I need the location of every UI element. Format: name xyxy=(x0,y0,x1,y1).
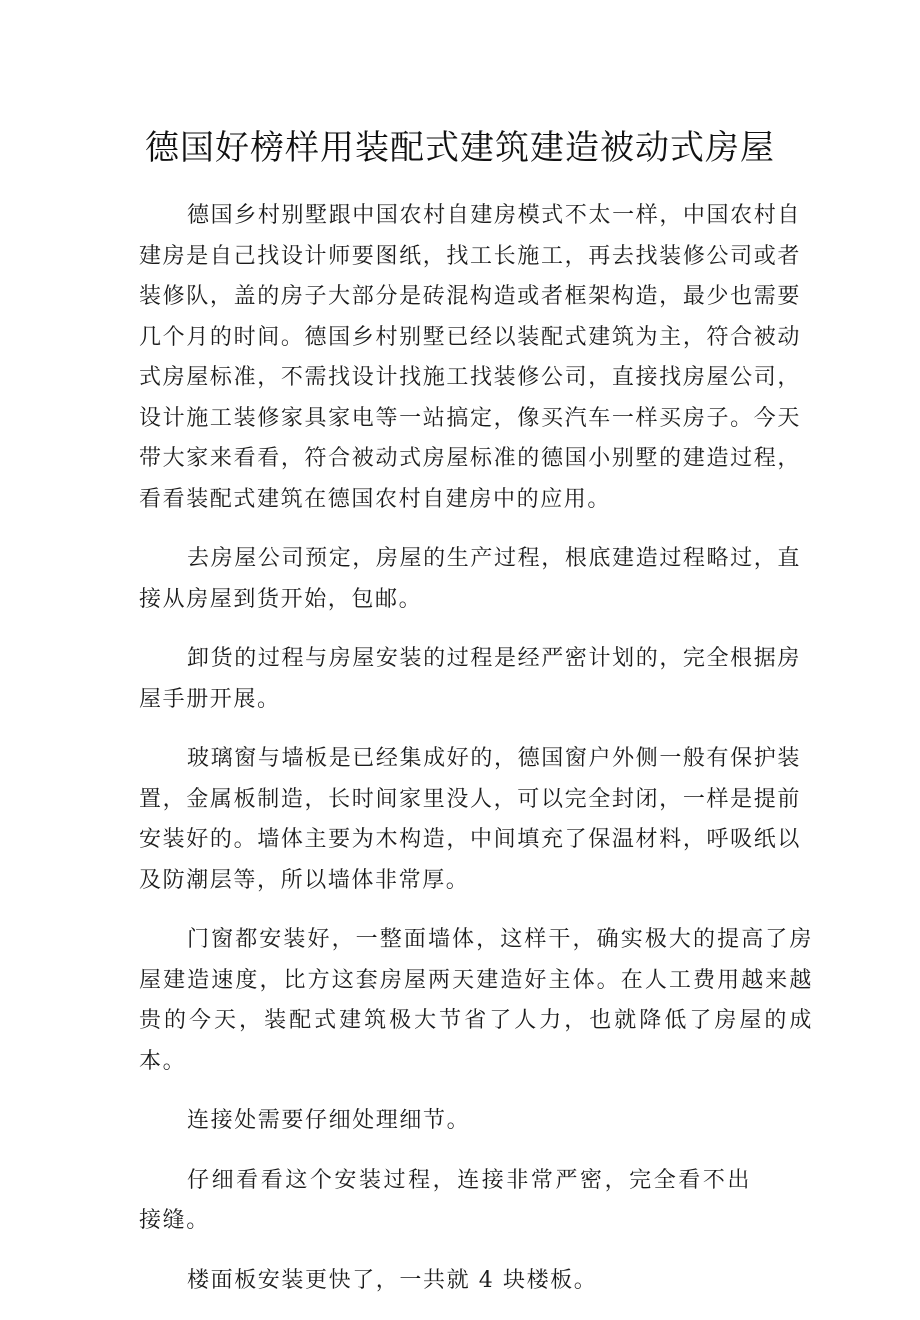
document-body xyxy=(139,196,813,1320)
paragraph-joints: 连接处需要仔细处理细节。 xyxy=(187,1108,471,1133)
paragraph-speed-cost: 门窗都安装好，一整面墙体，这样干，确实极大的提高了房屋建造速度，比方这套房屋两天建造好主体。在人工费用越来越贵的今天，装配式建筑极大节省了人力，也就降低了房屋的成本。 xyxy=(139,927,813,1074)
paragraph-seamless: 仔细看看这个安装过程，连接非常严密，完全看不出接缝。 xyxy=(139,1167,751,1233)
document-title: 德国好榜样用装配式建筑建造被动式房屋 xyxy=(145,128,775,168)
paragraph-floor-slabs: 楼面板安装更快了，一共就 4 块楼板。 xyxy=(187,1267,598,1293)
paragraph-unloading: 卸货的过程与房屋安装的过程是经严密计划的，完全根据房屋手册开展。 xyxy=(139,646,801,712)
paragraph-intro: 德国乡村别墅跟中国农村自建房模式不太一样，中国农村自建房是自己找设计师要图纸，找工长施工，再去找装修公司或者装修队，盖的房子大部分是砖混构造或者框架构造，最少也需要几个月的时间。德国乡村别墅已经以装配式建筑为主，符合被动式房屋标准，不需找设计找施工找装修公司，直接找房屋公司，设计施工装修家具家电等一站搞定，像买汽车一样买房子。今天带大家来看看，符合被动式房屋标准的德国小别墅的建造过程，看看装配式建筑在德国农村自建房中的应用。 xyxy=(139,203,801,512)
paragraph-windows-walls: 玻璃窗与墙板是已经集成好的，德国窗户外侧一般有保护装置，金属板制造，长时间家里没人，可以完全封闭，一样是提前安装好的。墙体主要为木构造，中间填充了保温材料，呼吸纸以及防潮层等，所以墙体非常厚。 xyxy=(139,746,801,893)
paragraph-ordering: 去房屋公司预定，房屋的生产过程，根底建造过程略过，直接从房屋到货开始，包邮。 xyxy=(139,546,801,612)
